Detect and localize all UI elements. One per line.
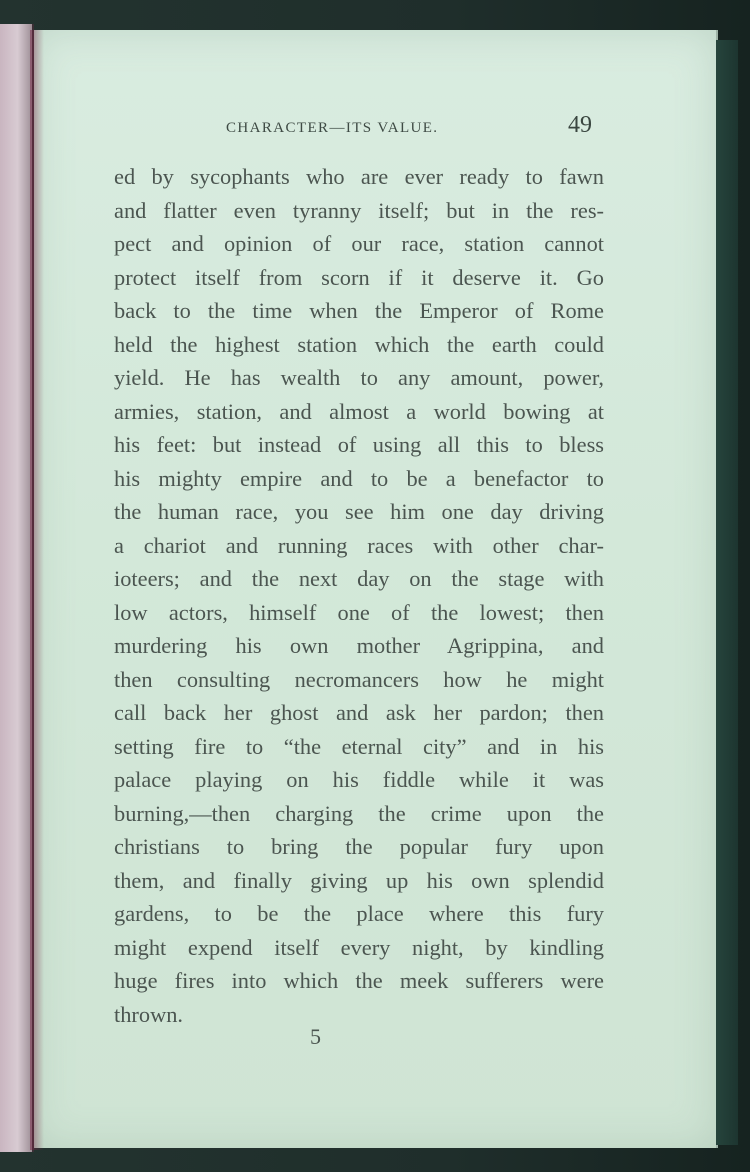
text-line: a chariot and running races with other char- [114,532,604,558]
text-line: huge fires into which the meek sufferers were [114,968,604,993]
text-line: protect itself from scorn if it deserve it. Go [114,264,604,290]
text-line: ed by sycophants who are ever ready to fawn [114,164,604,189]
text-line: low actors, himself one of the lowest; then [114,599,604,625]
spine-shadow [30,30,44,1150]
body-text [114,160,604,1031]
text-line: armies, station, and almost a world bowing at [114,398,604,424]
text-line: gardens, to be the place where this fury [114,901,604,926]
text-line: pect and opinion of our race, station cannot [114,231,604,256]
running-head: CHARACTER—ITS VALUE. [226,120,439,136]
text-line: might expend itself every night, by kindling [114,934,604,960]
text-line: his mighty empire and to be a benefactor to [114,465,604,491]
signature-mark: 5 [310,1024,321,1049]
text-line: yield. He has wealth to any amount, power, [114,365,604,390]
text-line: his feet: but instead of using all this to bless [114,432,604,457]
text-line: thrown. [114,1001,184,1027]
text-line: setting fire to “the eternal city” and in his [114,733,604,759]
book-cover-edge [716,40,738,1145]
text-line: call back her ghost and ask her pardon; then [114,700,604,725]
text-line: burning,—then charging the crime upon the [114,800,604,826]
text-line: the human race, you see him one day driving [114,499,604,524]
text-line: ioteers; and the next day on the stage with [114,566,604,591]
text-line: them, and finally giving up his own splendid [114,867,604,893]
text-line: murdering his own mother Agrippina, and [114,633,604,658]
page-number: 49 [568,112,592,138]
text-line: christians to bring the popular fury upon [114,834,604,859]
text-line: palace playing on his fiddle while it was [114,767,604,792]
text-line: back to the time when the Emperor of Rome [114,298,604,323]
text-line: then consulting necromancers how he might [114,666,604,692]
previous-page-edge [0,24,34,1152]
text-line: and flatter even tyranny itself; but in the res- [114,197,604,223]
text-line: held the highest station which the earth could [114,331,604,357]
